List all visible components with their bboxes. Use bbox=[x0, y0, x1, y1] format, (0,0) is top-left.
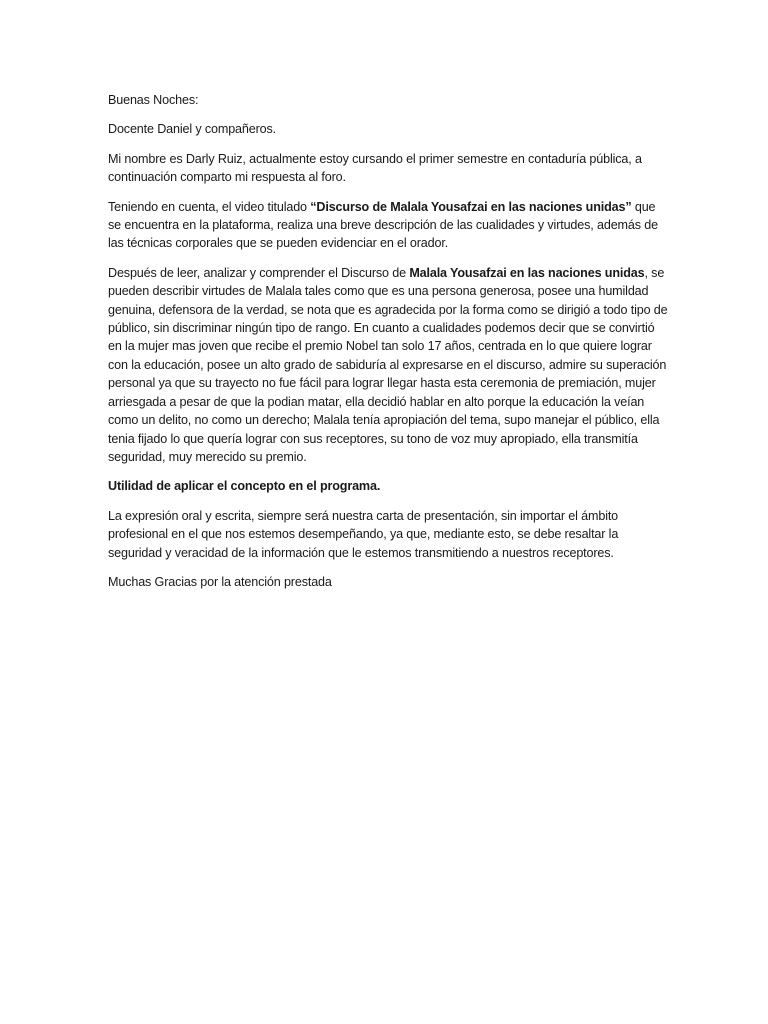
prompt-text-before: Teniendo en cuenta, el video titulado bbox=[108, 199, 311, 214]
conclusion-paragraph: La expresión oral y escrita, siempre será nuestra carta de presentación, sin importar el ámbito profesional en el que nos estemos desempeñando, ya que, mediante esto, se debe resaltar la seguridad y veracidad de la información que le estemos transmitiendo a nuestros receptores. bbox=[108, 508, 619, 560]
prompt-video-title: “Discurso de Malala Yousafzai en las naciones unidas” bbox=[310, 199, 632, 214]
answer-text-before: Después de leer, analizar y comprender el Discurso de bbox=[108, 265, 410, 280]
prompt-paragraph bbox=[108, 198, 668, 253]
answer-speech-title: Malala Yousafzai en las naciones unidas bbox=[409, 265, 645, 280]
answer-paragraph bbox=[108, 264, 668, 466]
prompt-text-after: que se encuentra en la plataforma, realiza una breve descripción de las cualidades y virtudes, además de las técnicas corporales que se pueden evidenciar en el orador. bbox=[108, 199, 658, 251]
intro-paragraph: Mi nombre es Darly Ruiz, actualmente estoy cursando el primer semestre en contaduría pública, a continuación comparto mi respuesta al foro. bbox=[108, 151, 642, 185]
addressee: Docente Daniel y compañeros. bbox=[108, 122, 277, 137]
greeting: Buenas Noches: bbox=[108, 93, 199, 107]
answer-text-after: , se pueden describir virtudes de Malala tales como que es una persona generosa, posee una humildad genuina, defensora de la verdad, se nota que es agradecida por la forma como se dirigió a todo tipo de público, sin discriminar ningún tipo de rango. En cuanto a cualidades podemos decir que se convirtió en la mujer mas joven que recibe el premio Nobel tan solo 17 años, centrada en lo que quiere lograr con la educación, posee un alto grado de sabiduría al expresarse en el discurso, admire su superación personal ya que su trayecto no fue fácil para lograr llegar hasta esta ceremonia de premiación, mujer arriesgada a pesar de que la podian matar, ella decidió hablar en alto porque la educación la veían como un delito, no como un derecho; Malala tenía apropiación del tema, supo manejar el público, ella tenia fijado lo que quería lograr con sus receptores, su tono de voz muy apropiado, ella transmitía seguridad, muy merecido su premio. bbox=[108, 265, 668, 464]
closing-line: Muchas Gracias por la atención prestada bbox=[108, 574, 332, 589]
document-page bbox=[108, 91, 668, 602]
section-heading: Utilidad de aplicar el concepto en el programa. bbox=[108, 479, 381, 494]
